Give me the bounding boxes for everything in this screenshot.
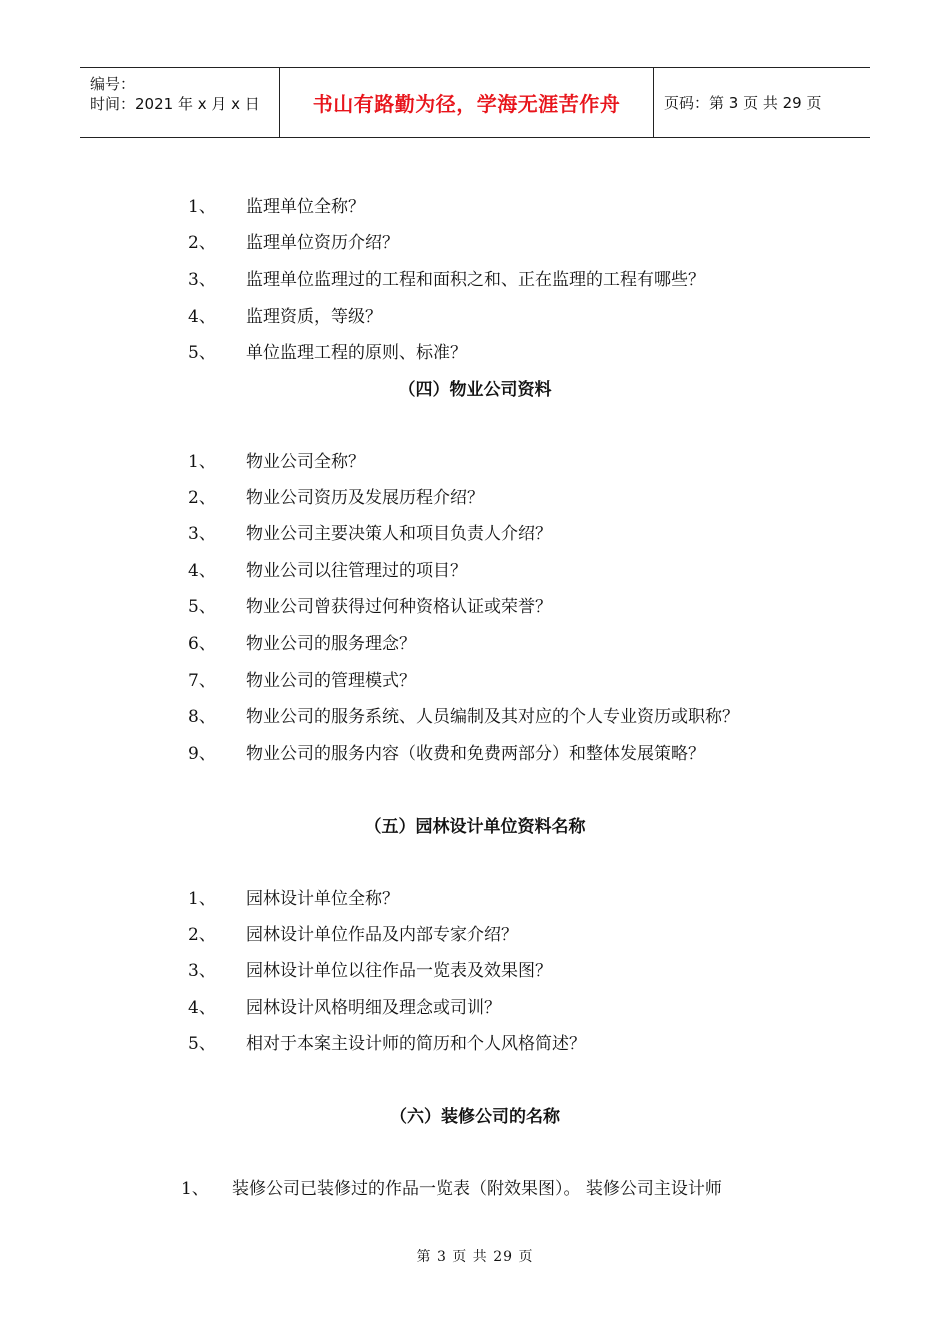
list-item-text: 物业公司以往管理过的项目？ xyxy=(246,561,467,581)
list-item-number: 4、 xyxy=(188,561,216,581)
list-item-text: 园林设计单位以往作品一览表及效果图？ xyxy=(246,961,552,981)
list-item-number: 2、 xyxy=(188,233,216,253)
list-item-text: 监理资质，等级？ xyxy=(246,307,382,327)
list-item-text: 物业公司资历及发展历程介绍？ xyxy=(246,488,484,508)
list-item-number: 3、 xyxy=(188,524,216,544)
list-item-text: 监理单位监理过的工程和面积之和、正在监理的工程有哪些？ xyxy=(246,270,705,290)
page-footer: 第 3 页 共 29 页 xyxy=(416,1249,534,1265)
list-item-text: 物业公司的服务系统、人员编制及其对应的个人专业资历或职称？ xyxy=(246,707,739,727)
list-item-number: 1、 xyxy=(188,889,216,909)
list-item-text: 单位监理工程的原则、标准？ xyxy=(246,343,467,363)
section-heading-decoration: （六）装修公司的名称 xyxy=(390,1107,560,1127)
list-item-number: 4、 xyxy=(188,998,216,1018)
page-header xyxy=(80,67,870,138)
list-item-number: 2、 xyxy=(188,925,216,945)
list-item-number: 5、 xyxy=(188,597,216,617)
section-heading-property: （四）物业公司资料 xyxy=(398,380,552,400)
list-item-text: 相对于本案主设计师的简历和个人风格简述？ xyxy=(246,1034,586,1054)
list-item-number: 1、 xyxy=(188,197,216,217)
list-item-text: 园林设计风格明细及理念或司训？ xyxy=(246,998,501,1018)
list-item-number: 1、 xyxy=(188,452,216,472)
list-item-text: 物业公司曾获得过何种资格认证或荣誉？ xyxy=(246,597,552,617)
header-meta xyxy=(80,68,280,137)
list-item-text: 园林设计单位作品及内部专家介绍？ xyxy=(246,925,518,945)
document-date: 时间：2021 年 x 月 x 日 xyxy=(90,95,260,113)
list-item-text: 监理单位全称？ xyxy=(246,197,365,217)
list-item-text: 物业公司主要决策人和项目负责人介绍？ xyxy=(246,524,552,544)
list-item-number: 9、 xyxy=(188,744,216,764)
list-item-number: 1、 xyxy=(181,1179,209,1199)
list-item-number: 3、 xyxy=(188,961,216,981)
list-item-text: 园林设计单位全称？ xyxy=(246,889,399,909)
list-item-text: 物业公司的服务理念？ xyxy=(246,634,416,654)
list-item-number: 5、 xyxy=(188,343,216,363)
list-item-number: 6、 xyxy=(188,634,216,654)
document-number-label: 编号： xyxy=(90,75,136,93)
list-item-number: 5、 xyxy=(188,1034,216,1054)
header-motto: 书山有路勤为径，学海无涯苦作舟 xyxy=(280,68,654,137)
list-item-text: 监理单位资历介绍？ xyxy=(246,233,399,253)
list-item-text: 物业公司的服务内容（收费和免费两部分）和整体发展策略？ xyxy=(246,744,705,764)
list-item-number: 2、 xyxy=(188,488,216,508)
list-item-text: 物业公司的管理模式？ xyxy=(246,671,416,691)
list-item-number: 3、 xyxy=(188,270,216,290)
list-item-number: 7、 xyxy=(188,671,216,691)
list-item-text: 装修公司已装修过的作品一览表（附效果图）。 装修公司主设计师 xyxy=(232,1179,722,1199)
list-item-number: 4、 xyxy=(188,307,216,327)
list-item-number: 8、 xyxy=(188,707,216,727)
header-page-info: 页码：第 3 页 共 29 页 xyxy=(664,94,822,112)
section-heading-landscape: （五）园林设计单位资料名称 xyxy=(364,817,586,837)
list-item-text: 物业公司全称？ xyxy=(246,452,365,472)
